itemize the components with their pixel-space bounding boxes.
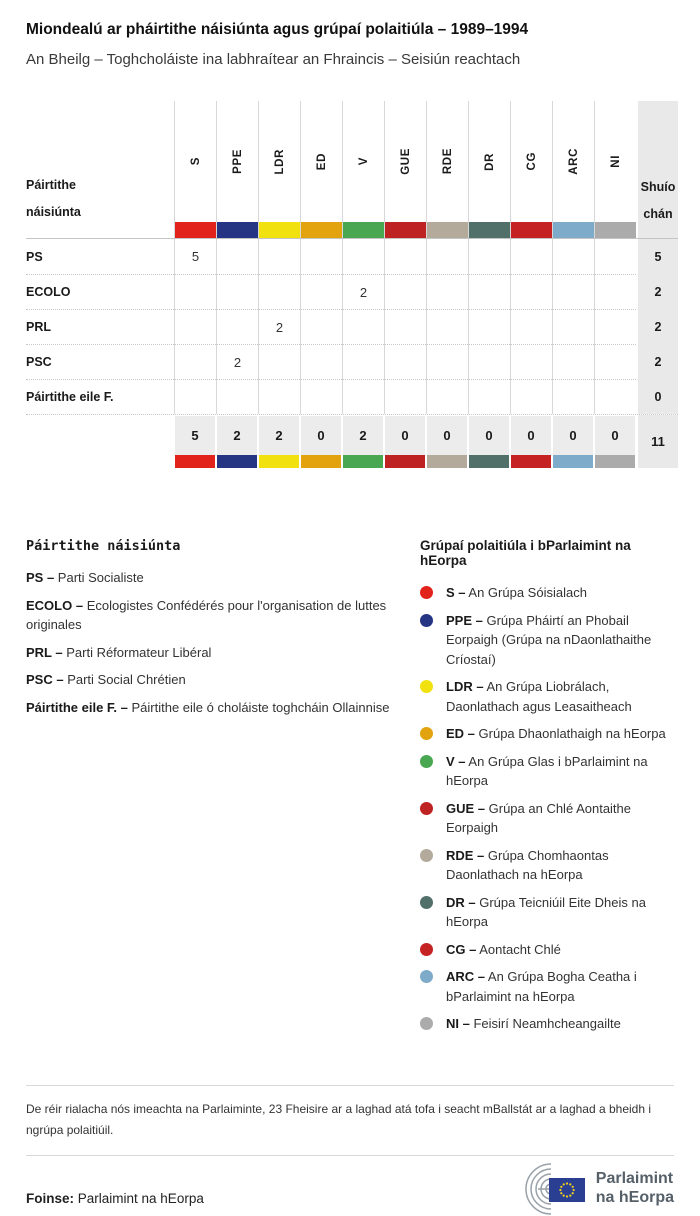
group-legend-item	[420, 940, 674, 960]
group-abbr: V –	[446, 753, 466, 769]
group-color-bar	[553, 455, 593, 468]
group-legend-item	[420, 893, 674, 932]
group-legend-item	[420, 846, 674, 885]
group-code-label: DR	[483, 152, 496, 171]
group-color-dot-icon	[420, 849, 433, 862]
value-cell	[468, 309, 510, 344]
source-value: Parlaimint na hEorpa	[74, 1190, 204, 1206]
group-column-header-CG	[510, 101, 552, 238]
column-total-cell: 0	[301, 416, 341, 468]
table-header-row	[26, 101, 678, 239]
value-cell	[594, 274, 636, 309]
group-description: ARC – An Grúpa Bogha Ceatha i bParlaimint na hEorpa	[446, 969, 637, 1004]
group-code-label: CG	[525, 152, 538, 171]
legend-section	[26, 538, 674, 1042]
group-color-dot-icon	[420, 755, 433, 768]
party-name: Parti Réformateur Libéral	[62, 644, 212, 660]
group-color-bar	[469, 455, 509, 468]
group-column-header-NI	[594, 101, 636, 238]
group-color-bar	[343, 455, 383, 468]
group-description: PPE – Grúpa Pháirtí an Phobail Eorpaigh (Grúpa na nDaonlathaithe Críostaí)	[446, 612, 652, 667]
value-cell	[384, 309, 426, 344]
table-row	[26, 239, 678, 274]
group-abbr: PPE –	[446, 612, 483, 628]
value-cell	[594, 309, 636, 344]
value-cell	[510, 344, 552, 379]
group-abbr: CG –	[446, 941, 477, 957]
party-legend-item	[26, 699, 400, 718]
group-column-header-ED	[300, 101, 342, 238]
group-description: RDE – Grúpa Chomhaontas Daonlathach na hEorpa	[446, 847, 609, 882]
column-total-cell: 0	[595, 416, 635, 468]
row-header-line: Páirtithe	[26, 178, 77, 193]
value-cell	[258, 344, 300, 379]
value-cell	[468, 379, 510, 414]
group-legend-item	[420, 677, 674, 716]
group-abbr: ARC –	[446, 969, 486, 984]
group-color-bar	[301, 222, 342, 238]
group-code-label: NI	[609, 155, 622, 168]
group-abbr: DR –	[446, 894, 476, 910]
page-subtitle: An Bheilg – Toghcholáiste ina labhraítear an Fhraincis – Seisiún reachtach	[26, 51, 521, 68]
value-cell	[510, 274, 552, 309]
value-cell: 2	[342, 274, 384, 309]
eu-flag-icon	[549, 1178, 585, 1202]
legend-parties-heading: Páirtithe náisiúnta	[26, 538, 181, 554]
seats-column-header	[638, 101, 678, 238]
group-description: ED – Grúpa Dhaonlathaigh na hEorpa	[446, 726, 666, 741]
group-column-header-S	[174, 101, 216, 238]
value-cell	[300, 239, 342, 274]
value-cell	[552, 379, 594, 414]
logo-line-1: Parlaimint	[595, 1170, 674, 1188]
legend-political-groups	[420, 538, 674, 1042]
group-code-label: RDE	[441, 148, 454, 175]
group-abbr: S –	[446, 585, 466, 600]
column-total-cell: 2	[259, 416, 299, 468]
party-label: Páirtithe eile F.	[26, 379, 174, 414]
group-color-bar	[469, 222, 510, 238]
group-legend-item	[420, 724, 674, 744]
value-cell	[552, 274, 594, 309]
group-description: GUE – Grúpa an Chlé Aontaithe Eorpaigh	[446, 800, 632, 835]
value-cell	[594, 239, 636, 274]
value-cell	[342, 239, 384, 274]
value-cell	[174, 309, 216, 344]
group-legend-item	[420, 583, 674, 603]
value-cell	[216, 239, 258, 274]
grand-total-cell: 11	[638, 415, 678, 468]
group-abbr: LDR –	[446, 679, 484, 694]
group-color-bar	[175, 222, 216, 238]
group-column-header-GUE	[384, 101, 426, 238]
party-name: Páirtithe eile ó choláiste toghcháin Ollainnise	[127, 700, 390, 716]
value-cell	[258, 379, 300, 414]
group-description: NI – Feisirí Neamhcheangailte	[446, 1016, 621, 1031]
party-abbr: ECOLO –	[26, 597, 84, 613]
group-color-dot-icon	[420, 802, 433, 815]
value-cell	[426, 344, 468, 379]
group-description: CG – Aontacht Chlé	[446, 941, 561, 957]
party-abbr: PSC –	[26, 672, 64, 688]
group-code-label: ED	[315, 152, 328, 171]
group-column-header-LDR	[258, 101, 300, 238]
group-description: DR – Grúpa Teicniúil Eite Dheis na hEorpa	[446, 894, 646, 929]
value-cell: 2	[258, 309, 300, 344]
divider-top	[26, 1085, 674, 1086]
seats-header-line: chán	[643, 207, 673, 222]
party-label: PSC	[26, 344, 174, 379]
group-description: LDR – An Grúpa Liobrálach, Daonlathach agus Leasaitheach	[446, 679, 632, 714]
row-total-cell: 5	[638, 239, 678, 274]
results-table	[26, 101, 678, 468]
group-column-header-DR	[468, 101, 510, 238]
group-color-bar	[595, 222, 636, 238]
value-cell	[594, 344, 636, 379]
value-cell	[426, 274, 468, 309]
column-total-cell: 5	[175, 416, 215, 468]
group-code-label: S	[189, 157, 202, 166]
value-cell	[174, 344, 216, 379]
group-legend-item	[420, 611, 674, 670]
value-cell: 2	[216, 344, 258, 379]
divider-bottom	[26, 1155, 674, 1156]
group-color-bar	[175, 455, 215, 468]
value-cell	[216, 379, 258, 414]
value-cell	[258, 239, 300, 274]
party-label: PS	[26, 249, 43, 264]
column-total-cell: 0	[511, 416, 551, 468]
party-name: Parti Socialiste	[54, 570, 144, 585]
group-code-label: GUE	[399, 148, 412, 175]
group-code-label: PPE	[231, 149, 244, 174]
value-cell	[216, 309, 258, 344]
row-total-cell: 2	[638, 344, 678, 379]
group-abbr: NI –	[446, 1016, 470, 1031]
legend-national-parties	[26, 538, 420, 1042]
value-cell	[258, 274, 300, 309]
group-column-header-RDE	[426, 101, 468, 238]
value-cell	[300, 274, 342, 309]
group-description: S – An Grúpa Sóisialach	[446, 585, 587, 600]
row-total-cell: 2	[638, 309, 678, 344]
group-color-dot-icon	[420, 614, 433, 627]
party-abbr: Páirtithe eile F. –	[26, 700, 128, 716]
totals-spacer	[26, 415, 174, 468]
legend-groups-heading: Grúpaí polaitiúla i bParlaimint na hEorpa	[420, 538, 631, 568]
logo-line-2: na hEorpa	[595, 1188, 674, 1206]
group-color-bar	[343, 222, 384, 238]
group-abbr: GUE –	[446, 800, 486, 816]
source-line	[26, 1191, 204, 1206]
group-column-header-ARC	[552, 101, 594, 238]
source-label: Foinse:	[26, 1190, 75, 1206]
group-color-dot-icon	[420, 970, 433, 983]
table-row	[26, 274, 678, 309]
value-cell: 5	[174, 239, 216, 274]
value-cell	[468, 239, 510, 274]
group-color-bar	[259, 222, 300, 238]
value-cell	[468, 274, 510, 309]
infographic	[0, 21, 700, 1216]
group-color-bar	[595, 455, 635, 468]
table-row	[26, 344, 678, 379]
value-cell	[300, 379, 342, 414]
page-title: Miondealú ar pháirtithe náisiúnta agus grúpaí polaitiúla – 1989–1994	[26, 21, 529, 38]
value-cell	[552, 239, 594, 274]
group-legend-item	[420, 752, 674, 791]
group-color-bar	[553, 222, 594, 238]
value-cell	[426, 239, 468, 274]
european-parliament-logo	[505, 1162, 674, 1216]
group-color-dot-icon	[420, 896, 433, 909]
logo-wordmark	[596, 1170, 674, 1207]
value-cell	[300, 309, 342, 344]
value-cell	[552, 344, 594, 379]
row-header-line: náisiúnta	[26, 205, 81, 220]
row-total-cell: 2	[638, 274, 678, 309]
value-cell	[342, 379, 384, 414]
column-total-cell: 0	[385, 416, 425, 468]
value-cell	[552, 309, 594, 344]
group-color-bar	[385, 222, 426, 238]
group-color-bar	[511, 455, 551, 468]
value-cell	[594, 379, 636, 414]
group-abbr: RDE –	[446, 847, 485, 863]
group-color-dot-icon	[420, 586, 433, 599]
group-color-bar	[427, 455, 467, 468]
group-code-label: LDR	[273, 148, 286, 175]
party-label: ECOLO	[26, 274, 174, 309]
column-total-cell: 0	[427, 416, 467, 468]
group-code-label: V	[357, 157, 370, 166]
party-abbr: PRL –	[26, 644, 63, 660]
group-legend-item	[420, 799, 674, 838]
value-cell	[384, 344, 426, 379]
party-name: Ecologistes Confédérés pour l'organisation de luttes originales	[26, 597, 387, 632]
group-color-bar	[511, 222, 552, 238]
value-cell	[384, 379, 426, 414]
group-code-label: ARC	[567, 148, 580, 175]
group-color-bar	[427, 222, 468, 238]
value-cell	[510, 309, 552, 344]
column-total-cell: 2	[217, 416, 257, 468]
party-legend-item	[26, 569, 400, 588]
value-cell	[426, 309, 468, 344]
group-color-bar	[385, 455, 425, 468]
column-total-cell: 0	[469, 416, 509, 468]
group-column-header-PPE	[216, 101, 258, 238]
hemicycle-icon	[505, 1162, 587, 1216]
group-color-bar	[217, 455, 257, 468]
value-cell	[510, 379, 552, 414]
group-legend-item	[420, 967, 674, 1006]
value-cell	[510, 239, 552, 274]
value-cell	[384, 274, 426, 309]
party-legend-item	[26, 671, 400, 690]
seats-header-line: Shuío	[640, 180, 676, 195]
party-label: PRL	[26, 309, 174, 344]
group-description: V – An Grúpa Glas i bParlaimint na hEorpa	[446, 753, 648, 788]
footer	[26, 1162, 674, 1216]
value-cell	[384, 239, 426, 274]
group-color-dot-icon	[420, 727, 433, 740]
value-cell	[342, 309, 384, 344]
value-cell	[468, 344, 510, 379]
group-column-header-V	[342, 101, 384, 238]
value-cell	[174, 274, 216, 309]
value-cell	[300, 344, 342, 379]
group-color-dot-icon	[420, 1017, 433, 1030]
group-color-bar	[301, 455, 341, 468]
column-total-cell: 2	[343, 416, 383, 468]
group-color-bar	[259, 455, 299, 468]
group-legend-item	[420, 1014, 674, 1034]
group-abbr: ED –	[446, 726, 475, 741]
value-cell	[342, 344, 384, 379]
party-name: Parti Social Chrétien	[63, 672, 186, 688]
party-abbr: PS –	[26, 570, 55, 585]
party-legend-item	[26, 644, 400, 663]
row-total-cell: 0	[638, 379, 678, 414]
row-header-label	[26, 101, 174, 238]
table-row	[26, 379, 678, 414]
value-cell	[426, 379, 468, 414]
table-totals-row	[26, 414, 678, 468]
footnote: De réir rialacha nós imeachta na Parlaiminte, 23 Fheisire ar a laghad atá tofa i seacht mBallstát ar a laghad a bheidh i ngrúpa polaitiúil.	[26, 1101, 652, 1137]
column-total-cell: 0	[553, 416, 593, 468]
party-legend-item	[26, 597, 400, 635]
group-color-dot-icon	[420, 680, 433, 693]
table-row	[26, 309, 678, 344]
group-color-dot-icon	[420, 943, 433, 956]
group-color-bar	[217, 222, 258, 238]
value-cell	[216, 274, 258, 309]
value-cell	[174, 379, 216, 414]
